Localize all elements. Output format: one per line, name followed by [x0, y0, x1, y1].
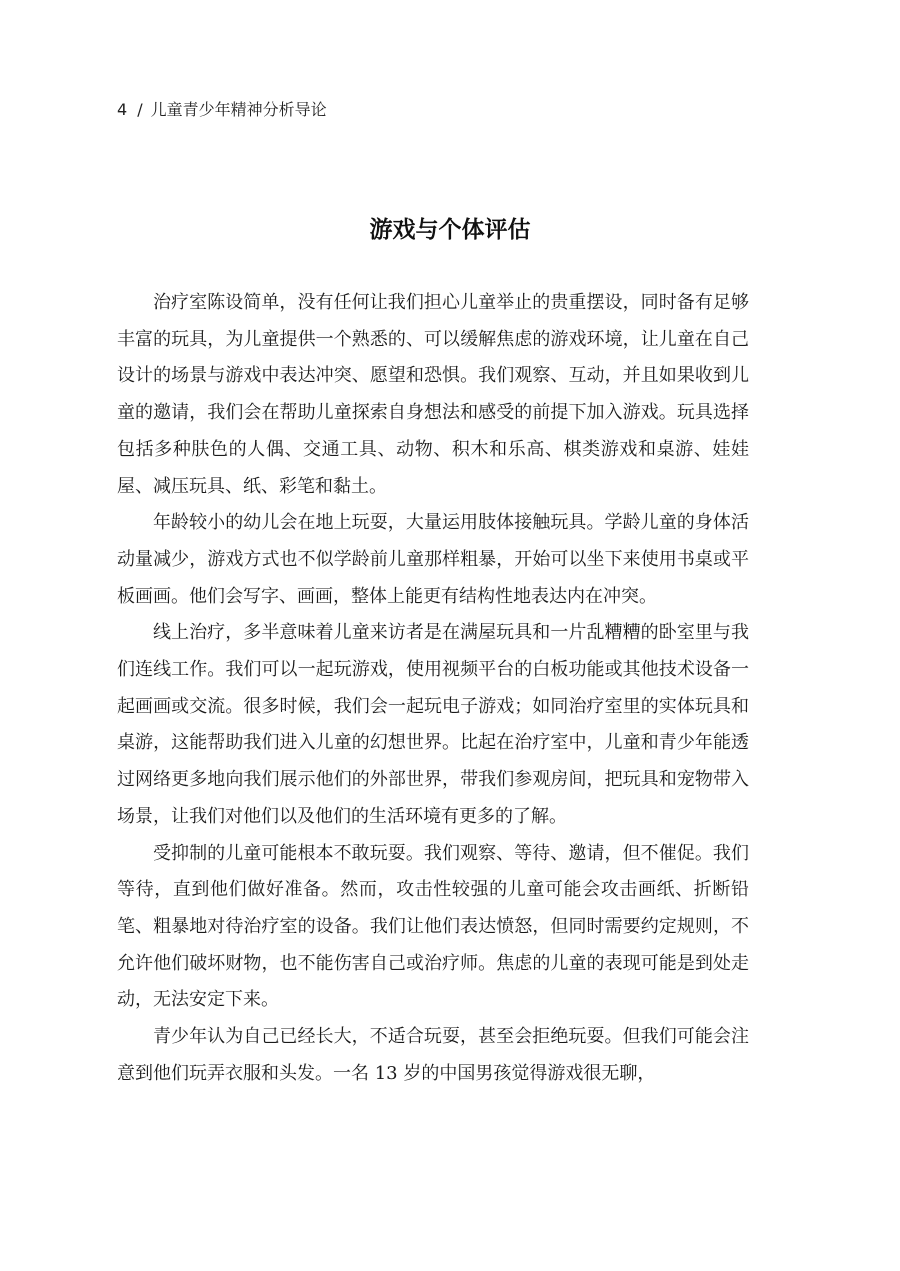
page-number: 4 — [117, 100, 128, 119]
book-title: 儿童青少年精神分析导论 — [150, 100, 327, 119]
paragraph-inhibited-children: 受抑制的儿童可能根本不敢玩耍。我们观察、等待、邀请，但不催促。我们等待，直到他们做好准备。然而，攻击性较强的儿童可能会攻击画纸、折断铅笔、粗暴地对待治疗室的设备。我们让他们表达愤怒，但同时需要约定规则，不允许他们破坏财物，也不能伤害自己或治疗师。焦虑的儿童的表现可能是到处走动，无法安定下来。 — [117, 842, 749, 1011]
running-head — [117, 98, 327, 122]
paragraph-toys-and-setting: 治疗室陈设简单，没有任何让我们担心儿童举止的贵重摆设，同时备有足够丰富的玩具，为儿童提供一个熟悉的、可以缓解焦虑的游戏环境，让儿童在自己设计的场景与游戏中表达冲突、愿望和恐惧。我们观察、互动，并且如果收到儿童的邀请，我们会在帮助儿童探索自身想法和感受的前提下加入游戏。玩具选择包括多种肤色的人偶、交通工具、动物、积木和乐高、棋类游戏和桌游、娃娃屋、减压玩具、纸、彩笔和黏土。 — [117, 292, 749, 497]
paragraph-adolescents: 青少年认为自己已经长大，不适合玩耍，甚至会拒绝玩耍。但我们可能会注意到他们玩弄衣服和头发。一名 13 岁的中国男孩觉得游戏很无聊， — [117, 1026, 749, 1084]
paragraph-age-differences: 年龄较小的幼儿会在地上玩耍，大量运用肢体接触玩具。学龄儿童的身体活动量减少，游戏方式也不似学龄前儿童那样粗暴，开始可以坐下来使用书桌或平板画画。他们会写字、画画，整体上能更有结构性地表达内在冲突。 — [117, 512, 749, 607]
paragraph-online-therapy: 线上治疗，多半意味着儿童来访者是在满屋玩具和一片乱糟糟的卧室里与我们连线工作。我们可以一起玩游戏，使用视频平台的白板功能或其他技术设备一起画画或交流。很多时候，我们会一起玩电子游戏；如同治疗室里的实体玩具和桌游，这能帮助我们进入儿童的幻想世界。比起在治疗室中，儿童和青少年能透过网络更多地向我们展示他们的外部世界，带我们参观房间，把玩具和宠物带入场景，让我们对他们以及他们的生活环境有更多的了解。 — [117, 622, 749, 827]
section-title: 游戏与个体评估 — [369, 217, 531, 243]
header-separator: / — [137, 100, 143, 119]
body-text — [117, 285, 749, 1092]
